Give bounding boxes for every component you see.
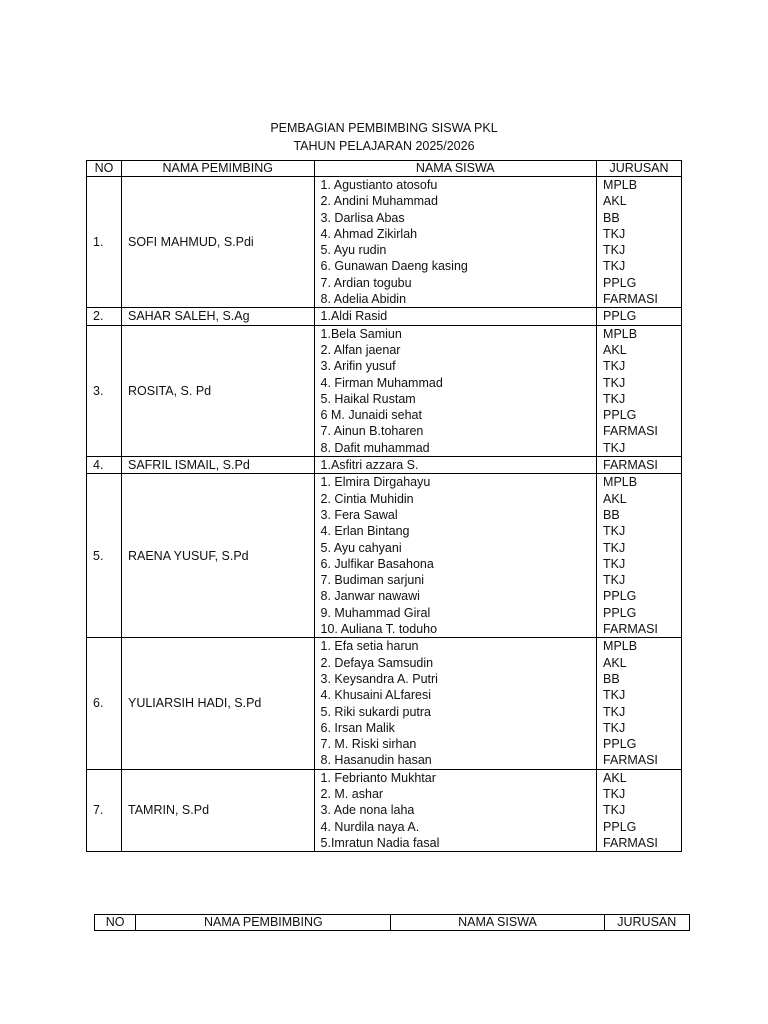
student-name: 1.Asfitri azzara S. xyxy=(320,458,419,473)
student-jurusan: AKL xyxy=(603,655,627,670)
student-name: 5.Imratun Nadia fasal xyxy=(320,835,440,850)
student-name: 7. Ainun B.toharen xyxy=(320,424,424,439)
student-name: 1.Bela Samiun xyxy=(320,326,402,341)
student-name: 2. M. ashar xyxy=(320,786,384,801)
student-jurusan: TKJ xyxy=(603,375,626,390)
student-name: 5. Haikal Rustam xyxy=(320,391,416,406)
student-jurusan: PPLG xyxy=(603,819,637,834)
student-jurusan: TKJ xyxy=(603,704,626,719)
student-jurusan: PPLG xyxy=(603,408,637,423)
student-jurusan: AKL xyxy=(603,342,627,357)
student-jurusan: TKJ xyxy=(603,540,626,555)
student-name: 3. Arifin yusuf xyxy=(320,359,396,374)
student-jurusan: TKJ xyxy=(603,226,626,241)
second-table xyxy=(94,914,690,931)
jurusan-list xyxy=(597,308,682,325)
jurusan-list xyxy=(597,638,682,769)
student-jurusan: FARMASI xyxy=(603,458,658,473)
table-header-row xyxy=(87,161,682,177)
student-list xyxy=(314,325,597,456)
student-name: 7. M. Riski sirhan xyxy=(320,737,417,752)
row-number: 7. xyxy=(87,769,122,851)
student-list xyxy=(314,769,597,851)
student-name: 8. Janwar nawawi xyxy=(320,589,420,604)
student-jurusan: TKJ xyxy=(603,391,626,406)
student-name: 7. Budiman sarjuni xyxy=(320,573,425,588)
student-jurusan: TKJ xyxy=(603,243,626,258)
student-jurusan: BB xyxy=(603,210,620,225)
student-name: 8. Adelia Abidin xyxy=(320,292,407,307)
student-jurusan: MPLB xyxy=(603,475,638,490)
student-name: 1. Agustianto atosofu xyxy=(320,178,438,192)
pembimbing-name: SAFRIL ISMAIL, S.Pd xyxy=(121,457,314,474)
student-jurusan: BB xyxy=(603,671,620,686)
student-name: 7. Ardian togubu xyxy=(320,275,412,290)
student-name: 1. Febrianto Mukhtar xyxy=(320,770,436,785)
student-name: 4. Khusaini ALfaresi xyxy=(320,688,432,703)
student-name: 6. Julfikar Basahona xyxy=(320,556,434,571)
student-name: 2. Cintia Muhidin xyxy=(320,491,414,506)
table-body xyxy=(87,177,682,852)
student-name: 5. Riki sukardi putra xyxy=(320,704,431,719)
student-jurusan: TKJ xyxy=(603,803,626,818)
student-name: 10. Auliana T. toduho xyxy=(320,622,438,637)
pembimbing-name: SOFI MAHMUD, S.Pdi xyxy=(121,177,314,308)
student-jurusan: FARMASI xyxy=(603,424,658,439)
student-name: 3. Ade nona laha xyxy=(320,803,415,818)
student-jurusan: PPLG xyxy=(603,737,637,752)
student-name: 6. Irsan Malik xyxy=(320,720,395,735)
student-name: 3. Darlisa Abas xyxy=(320,210,405,225)
student-jurusan: TKJ xyxy=(603,786,626,801)
row-number: 6. xyxy=(87,638,122,769)
student-name: 1. Efa setia harun xyxy=(320,639,419,654)
student-name: 2. Andini Muhammad xyxy=(320,194,438,209)
student-list xyxy=(314,177,597,308)
jurusan-list xyxy=(597,177,682,308)
student-jurusan: TKJ xyxy=(603,259,626,274)
pembimbing-name: TAMRIN, S.Pd xyxy=(121,769,314,851)
student-jurusan: BB xyxy=(603,507,620,522)
student-list xyxy=(314,457,597,474)
student-jurusan: AKL xyxy=(603,770,627,785)
student-jurusan: TKJ xyxy=(603,440,626,455)
student-jurusan: PPLG xyxy=(603,309,637,324)
student-jurusan: MPLB xyxy=(603,326,638,341)
header-no: NO xyxy=(87,161,122,177)
student-jurusan: FARMASI xyxy=(603,753,658,768)
student-name: 8. Hasanudin hasan xyxy=(320,753,432,768)
student-name: 2. Defaya Samsudin xyxy=(320,655,434,670)
jurusan-list xyxy=(597,474,682,638)
student-name: 5. Ayu rudin xyxy=(320,243,387,258)
pembimbing-name: SAHAR SALEH, S.Ag xyxy=(121,308,314,325)
document-title: PEMBAGIAN PEMBIMBING SISWA PKL xyxy=(270,121,498,135)
row-number: 5. xyxy=(87,474,122,638)
row-number: 3. xyxy=(87,325,122,456)
second-header-pembimbing: NAMA PEMBIMBING xyxy=(136,915,391,931)
student-list xyxy=(314,308,597,325)
jurusan-list xyxy=(597,325,682,456)
student-jurusan: FARMASI xyxy=(603,622,658,637)
table-row xyxy=(87,457,682,474)
jurusan-list xyxy=(597,457,682,474)
student-jurusan: MPLB xyxy=(603,178,638,192)
header-jurusan: JURUSAN xyxy=(597,161,682,177)
pembimbing-name: RAENA YUSUF, S.Pd xyxy=(121,474,314,638)
student-name: 3. Fera Sawal xyxy=(320,507,398,522)
student-jurusan: PPLG xyxy=(603,605,637,620)
student-name: 6 M. Junaidi sehat xyxy=(320,408,422,423)
assignment-table xyxy=(86,160,682,852)
table-row xyxy=(87,325,682,456)
student-name: 6. Gunawan Daeng kasing xyxy=(320,259,468,274)
student-jurusan: TKJ xyxy=(603,688,626,703)
student-jurusan: TKJ xyxy=(603,359,626,374)
student-jurusan: TKJ xyxy=(603,573,626,588)
second-header-siswa: NAMA SISWA xyxy=(391,915,604,931)
student-name: 2. Alfan jaenar xyxy=(320,342,401,357)
student-jurusan: AKL xyxy=(603,491,627,506)
student-name: 4. Firman Muhammad xyxy=(320,375,443,390)
header-siswa: NAMA SISWA xyxy=(314,161,597,177)
student-jurusan: PPLG xyxy=(603,589,637,604)
second-table-header-row xyxy=(95,915,690,931)
student-name: 4. Erlan Bintang xyxy=(320,524,410,539)
second-header-no: NO xyxy=(95,915,136,931)
row-number: 4. xyxy=(87,457,122,474)
student-name: 5. Ayu cahyani xyxy=(320,540,402,555)
student-name: 1. Elmira Dirgahayu xyxy=(320,475,431,490)
student-jurusan: TKJ xyxy=(603,720,626,735)
student-name: 4. Nurdila naya A. xyxy=(320,819,420,834)
student-name: 3. Keysandra A. Putri xyxy=(320,671,438,686)
table-row xyxy=(87,177,682,308)
student-list xyxy=(314,638,597,769)
pembimbing-name: ROSITA, S. Pd xyxy=(121,325,314,456)
row-number: 1. xyxy=(87,177,122,308)
jurusan-list xyxy=(597,769,682,851)
table-row xyxy=(87,769,682,851)
row-number: 2. xyxy=(87,308,122,325)
student-name: 1.Aldi Rasid xyxy=(320,309,388,324)
student-jurusan: FARMASI xyxy=(603,292,658,307)
student-name: 4. Ahmad Zikirlah xyxy=(320,226,418,241)
table-row xyxy=(87,474,682,638)
student-jurusan: TKJ xyxy=(603,524,626,539)
student-jurusan: MPLB xyxy=(603,639,638,654)
table-row xyxy=(87,308,682,325)
student-jurusan: PPLG xyxy=(603,275,637,290)
student-jurusan: FARMASI xyxy=(603,835,658,850)
student-jurusan: AKL xyxy=(603,194,627,209)
second-header-jurusan: JURUSAN xyxy=(604,915,689,931)
header-pembimbing: NAMA PEMIMBING xyxy=(121,161,314,177)
table-row xyxy=(87,638,682,769)
student-jurusan: TKJ xyxy=(603,556,626,571)
student-name: 9. Muhammad Giral xyxy=(320,605,431,620)
student-name: 8. Dafit muhammad xyxy=(320,440,430,455)
student-list xyxy=(314,474,597,638)
document-subtitle: TAHUN PELAJARAN 2025/2026 xyxy=(293,139,475,153)
pembimbing-name: YULIARSIH HADI, S.Pd xyxy=(121,638,314,769)
